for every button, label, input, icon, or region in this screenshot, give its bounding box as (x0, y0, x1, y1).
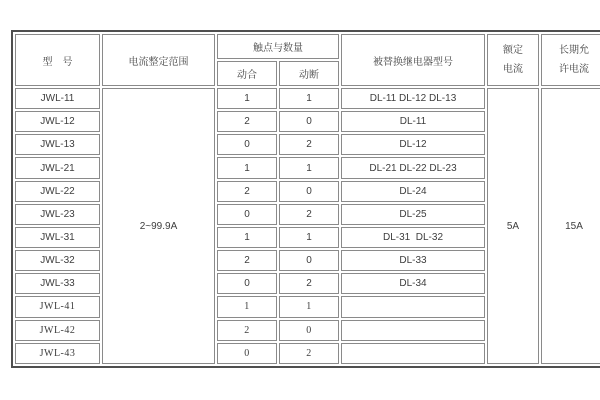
cell-contact-nc: 0 (279, 320, 339, 341)
cell-contact-nc: 2 (279, 273, 339, 294)
cell-contact-nc: 1 (279, 157, 339, 178)
header-replaced-models: 被替换继电器型号 (341, 34, 485, 86)
cell-replaced-models: DL-31 DL-32 (341, 227, 485, 248)
spec-table-body (15, 88, 600, 364)
table-header (15, 34, 600, 86)
cell-replaced-models (341, 296, 485, 317)
header-rated-current-line2: 电流 (503, 64, 523, 75)
cell-current-range: 2~99.9A (102, 88, 215, 364)
cell-contact-no: 0 (217, 134, 277, 155)
cell-model: JWL-43 (15, 343, 100, 364)
cell-model: JWL-22 (15, 181, 100, 202)
header-long-term-line1: 长期允 (559, 45, 589, 56)
header-current-range: 电流整定范围 (102, 34, 215, 86)
cell-contact-nc: 0 (279, 181, 339, 202)
cell-contact-nc: 2 (279, 134, 339, 155)
cell-contact-nc: 2 (279, 204, 339, 225)
header-rated-current (487, 34, 539, 86)
cell-contact-nc: 1 (279, 296, 339, 317)
cell-replaced-models: DL-11 DL-12 DL-13 (341, 88, 485, 109)
cell-contact-nc: 2 (279, 343, 339, 364)
cell-model: JWL-41 (15, 296, 100, 317)
header-row-1 (15, 34, 600, 59)
header-contacts-group: 触点与数量 (217, 34, 339, 59)
relay-spec-table-wrap (11, 30, 591, 368)
cell-contact-nc: 0 (279, 111, 339, 132)
cell-replaced-models: DL-24 (341, 181, 485, 202)
cell-contact-no: 1 (217, 88, 277, 109)
cell-contact-no: 2 (217, 111, 277, 132)
cell-contact-no: 2 (217, 181, 277, 202)
cell-contact-no: 0 (217, 204, 277, 225)
cell-replaced-models: DL-25 (341, 204, 485, 225)
cell-replaced-models: DL-12 (341, 134, 485, 155)
header-contact-nc: 动断 (279, 61, 339, 86)
cell-replaced-models: DL-33 (341, 250, 485, 271)
cell-replaced-models: DL-34 (341, 273, 485, 294)
cell-contact-no: 1 (217, 157, 277, 178)
header-long-term-line2: 许电流 (559, 64, 589, 75)
cell-contact-nc: 1 (279, 227, 339, 248)
cell-model: JWL-13 (15, 134, 100, 155)
cell-rated-current: 5A (487, 88, 539, 364)
header-long-term-current (541, 34, 600, 86)
cell-contact-no: 1 (217, 296, 277, 317)
cell-contact-nc: 0 (279, 250, 339, 271)
cell-replaced-models: DL-21 DL-22 DL-23 (341, 157, 485, 178)
cell-contact-no: 0 (217, 343, 277, 364)
cell-model: JWL-23 (15, 204, 100, 225)
cell-model: JWL-21 (15, 157, 100, 178)
cell-contact-no: 0 (217, 273, 277, 294)
cell-model: JWL-32 (15, 250, 100, 271)
cell-contact-no: 2 (217, 250, 277, 271)
cell-contact-no: 2 (217, 320, 277, 341)
cell-replaced-models (341, 343, 485, 364)
cell-model: JWL-31 (15, 227, 100, 248)
header-rated-current-line1: 额定 (503, 45, 523, 56)
cell-contact-no: 1 (217, 227, 277, 248)
header-contact-no: 动合 (217, 61, 277, 86)
cell-contact-nc: 1 (279, 88, 339, 109)
cell-model: JWL-42 (15, 320, 100, 341)
cell-replaced-models: DL-11 (341, 111, 485, 132)
cell-model: JWL-12 (15, 111, 100, 132)
header-model: 型 号 (15, 34, 100, 86)
cell-model: JWL-11 (15, 88, 100, 109)
cell-model: JWL-33 (15, 273, 100, 294)
cell-long-term-current: 15A (541, 88, 600, 364)
table-row (15, 88, 600, 109)
cell-replaced-models (341, 320, 485, 341)
relay-spec-table (11, 30, 600, 368)
